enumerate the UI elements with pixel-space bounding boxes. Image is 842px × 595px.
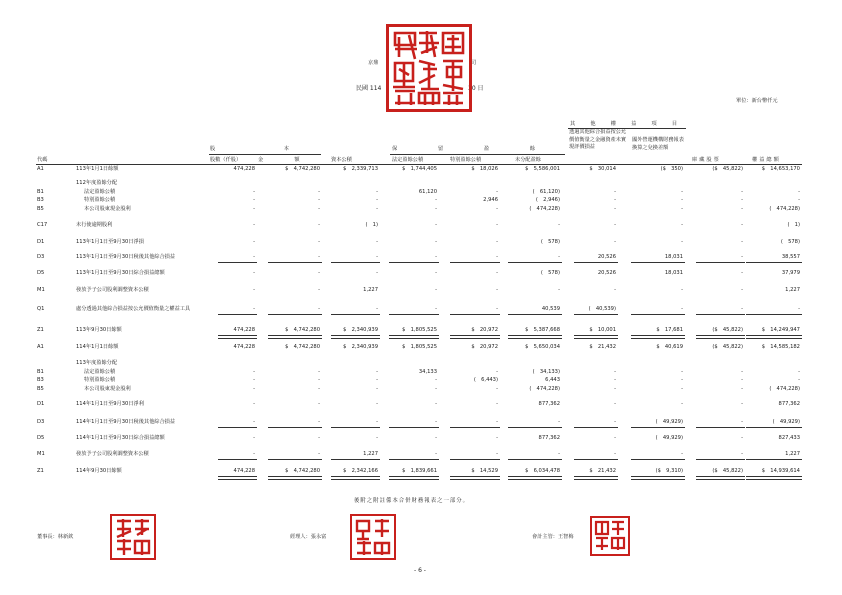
row-value: -: [741, 386, 743, 392]
row-value: -: [614, 377, 616, 383]
row-value: -: [681, 222, 683, 228]
row-value: ( 2,946): [535, 197, 560, 203]
company-seal: [386, 24, 472, 112]
row-value: 827,433: [778, 435, 800, 441]
row-value: -: [798, 369, 800, 375]
row-value: -: [496, 386, 498, 392]
row-value: 40,539: [541, 306, 560, 312]
row-description: 法定盈餘公積: [84, 189, 116, 195]
row-value: -: [798, 189, 800, 195]
row-value: -: [253, 377, 255, 383]
row-value: -: [741, 419, 743, 425]
row-value: -: [318, 189, 320, 195]
row-value: -: [376, 197, 378, 203]
accountant-label: 會計主管：王智梅: [532, 534, 574, 540]
row-value: ( 40,539): [588, 306, 616, 312]
row-value: -: [681, 401, 683, 407]
row-value: $ 17,681: [656, 327, 683, 333]
row-code: D3: [37, 254, 45, 260]
row-value: -: [496, 270, 498, 276]
row-value: -: [253, 189, 255, 195]
row-value: -: [496, 254, 498, 260]
row-value: -: [376, 306, 378, 312]
row-value: 1,227: [785, 287, 800, 293]
row-value: -: [435, 239, 437, 245]
row-value: 1,227: [363, 451, 378, 457]
row-value: -: [614, 401, 616, 407]
row-value: ( 34,133): [532, 369, 560, 375]
row-value: $ 10,001: [589, 327, 616, 333]
row-description: 本公司股東現金股利: [84, 206, 131, 212]
row-value: -: [435, 206, 437, 212]
row-value: -: [253, 401, 255, 407]
row-value: -: [558, 419, 560, 425]
row-value: 20,526: [597, 254, 616, 260]
row-value: -: [558, 254, 560, 260]
row-value: ( 1): [787, 222, 800, 228]
row-value: -: [318, 401, 320, 407]
row-description: 114年9月30日餘額: [76, 468, 122, 474]
row-description: 113年1月1日至9月30日稅後其他綜合損益: [76, 254, 176, 260]
chairman-seal: [110, 514, 156, 560]
row-description: 特別盈餘公積: [84, 377, 116, 383]
row-value: -: [253, 239, 255, 245]
row-description: 113年度盈餘分配: [76, 360, 118, 366]
row-value: -: [741, 287, 743, 293]
row-code: B3: [37, 197, 44, 203]
row-value: 474,228: [233, 344, 255, 350]
row-value: -: [496, 435, 498, 441]
row-value: ($ 9,310): [655, 468, 683, 474]
row-value: -: [496, 287, 498, 293]
row-value: -: [741, 369, 743, 375]
row-value: -: [253, 306, 255, 312]
row-description: 法定盈餘公積: [84, 369, 116, 375]
row-value: -: [435, 419, 437, 425]
row-value: -: [741, 270, 743, 276]
row-value: -: [741, 222, 743, 228]
row-value: -: [435, 435, 437, 441]
row-value: -: [741, 197, 743, 203]
row-value: $ 1,839,661: [402, 468, 437, 474]
row-value: -: [376, 369, 378, 375]
row-description: 114年1月1日至9月30日稅後其他綜合損益: [76, 419, 176, 425]
row-value: -: [741, 206, 743, 212]
company-name-left: 京鼎: [368, 60, 379, 66]
row-value: -: [253, 254, 255, 260]
row-value: ( 474,228): [769, 206, 800, 212]
row-value: $ 1,805,525: [402, 344, 437, 350]
row-value: -: [681, 197, 683, 203]
row-value: -: [435, 270, 437, 276]
row-value: -: [318, 451, 320, 457]
row-code: D5: [37, 270, 45, 276]
row-description: 113年1月1日餘額: [76, 166, 119, 172]
row-value: ( 578): [540, 270, 560, 276]
row-description: 本公司股東現金股利: [84, 386, 131, 392]
period-left: 民國 114: [356, 85, 382, 92]
col-unappropriated: 未分配盈餘: [515, 157, 541, 163]
row-description: 114年1月1日至9月30日綜合損益總額: [76, 435, 165, 441]
row-value: ( 49,929): [772, 419, 800, 425]
row-value: -: [376, 270, 378, 276]
row-value: -: [435, 222, 437, 228]
row-value: $ 1,744,405: [402, 166, 437, 172]
row-value: -: [681, 206, 683, 212]
row-code: B1: [37, 369, 44, 375]
row-code: B1: [37, 189, 44, 195]
row-value: $ 6,034,478: [525, 468, 560, 474]
row-code: Z1: [37, 327, 44, 333]
row-value: 877,362: [778, 401, 800, 407]
row-value: -: [435, 287, 437, 293]
row-code: M1: [37, 287, 45, 293]
row-value: -: [318, 369, 320, 375]
row-value: -: [614, 287, 616, 293]
row-value: ($ 45,822): [712, 166, 743, 172]
row-value: 474,228: [233, 166, 255, 172]
col-other-equity-group: 其 他 權 益 項 目: [570, 121, 683, 127]
row-value: 1,227: [785, 451, 800, 457]
row-value: 61,120: [418, 189, 437, 195]
row-value: -: [318, 306, 320, 312]
row-value: $ 4,742,280: [285, 468, 320, 474]
row-value: -: [318, 270, 320, 276]
row-value: -: [376, 206, 378, 212]
row-value: $ 4,742,280: [285, 344, 320, 350]
row-value: $ 20,972: [471, 344, 498, 350]
row-value: $ 2,340,939: [343, 327, 378, 333]
row-code: D1: [37, 401, 45, 407]
row-value: -: [681, 189, 683, 195]
row-value: -: [253, 287, 255, 293]
row-description: 113年1月1日至9月30日淨損: [76, 239, 144, 245]
row-value: -: [318, 197, 320, 203]
row-value: ( 6,443): [473, 377, 498, 383]
row-value: -: [741, 401, 743, 407]
row-description: 特別盈餘公積: [84, 197, 116, 203]
row-value: ($ 350): [660, 166, 683, 172]
row-value: -: [798, 306, 800, 312]
page-number: - 6 -: [414, 567, 426, 574]
row-value: -: [318, 377, 320, 383]
row-value: -: [253, 222, 255, 228]
row-description: 114年1月1日至9月30日淨利: [76, 401, 144, 407]
row-value: -: [496, 206, 498, 212]
col-special-reserve: 特別盈餘公積: [450, 157, 482, 163]
row-code: C17: [37, 222, 48, 228]
row-value: ( 578): [540, 239, 560, 245]
row-value: $ 1,805,525: [402, 327, 437, 333]
row-value: ($ 45,822): [712, 327, 743, 333]
row-value: -: [318, 435, 320, 441]
row-value: -: [376, 435, 378, 441]
row-value: ($ 45,822): [712, 344, 743, 350]
row-value: -: [253, 369, 255, 375]
company-name-right: 司: [471, 60, 477, 66]
row-value: -: [614, 197, 616, 203]
row-value: -: [681, 369, 683, 375]
row-value: -: [253, 451, 255, 457]
row-value: $ 14,653,170: [761, 166, 800, 172]
row-value: -: [376, 239, 378, 245]
row-value: -: [741, 435, 743, 441]
row-value: 1,227: [363, 287, 378, 293]
row-description: 處分透過其他綜合損益按公允價值衡量之權益工具: [76, 306, 191, 312]
row-value: -: [741, 377, 743, 383]
row-value: ( 474,228): [529, 386, 560, 392]
row-value: -: [318, 206, 320, 212]
chairman-label: 董事長：林新欽: [37, 534, 74, 540]
row-value: -: [614, 206, 616, 212]
col-legal-reserve: 法定盈餘公積: [392, 157, 424, 163]
row-code: A1: [37, 166, 44, 172]
col-shares: 股數（仟股）: [210, 157, 242, 163]
period-right: 30 日: [468, 85, 484, 92]
row-description: 113年1月1日至9月30日綜合損益總額: [76, 270, 165, 276]
row-value: $ 21,432: [589, 344, 616, 350]
row-code: D3: [37, 419, 45, 425]
row-value: ( 49,929): [655, 435, 683, 441]
col-fvoci: 透過其他綜合損益按公允價值衡量之金融資產未實現評價損益: [569, 129, 627, 151]
row-value: -: [435, 451, 437, 457]
row-value: $ 2,340,939: [343, 344, 378, 350]
row-value: 20,526: [597, 270, 616, 276]
row-value: -: [681, 377, 683, 383]
row-value: -: [253, 197, 255, 203]
accountant-seal-glyphs: [593, 519, 627, 553]
row-value: $ 14,939,614: [761, 468, 800, 474]
row-value: -: [681, 386, 683, 392]
row-value: -: [496, 369, 498, 375]
row-value: 877,362: [538, 401, 560, 407]
row-value: $ 5,586,001: [525, 166, 560, 172]
row-value: 38,557: [781, 254, 800, 260]
col-treasury: 庫藏股票: [692, 157, 721, 163]
row-value: -: [614, 435, 616, 441]
row-value: -: [614, 451, 616, 457]
row-code: B5: [37, 386, 44, 392]
row-value: 18,031: [664, 270, 683, 276]
row-value: $ 21,432: [589, 468, 616, 474]
row-value: 6,443: [545, 377, 560, 383]
row-code: D1: [37, 239, 45, 245]
row-value: -: [435, 254, 437, 260]
row-value: -: [253, 419, 255, 425]
row-value: $ 18,026: [471, 166, 498, 172]
row-code: B5: [37, 206, 44, 212]
row-value: $ 20,972: [471, 327, 498, 333]
unit-label: 單位：新台幣仟元: [736, 98, 778, 104]
row-value: -: [614, 386, 616, 392]
manager-label: 經理人：張永富: [290, 534, 327, 540]
row-value: -: [741, 189, 743, 195]
row-value: -: [681, 239, 683, 245]
col-amount: 金 額: [258, 157, 300, 163]
row-description: 發放予子公司股利調整資本公積: [76, 451, 149, 457]
row-value: 2,946: [483, 197, 498, 203]
row-value: -: [376, 401, 378, 407]
row-code: M1: [37, 451, 45, 457]
row-value: -: [614, 189, 616, 195]
row-value: -: [496, 222, 498, 228]
row-value: -: [376, 189, 378, 195]
col-capital-surplus: 資本公積: [331, 157, 352, 163]
manager-seal: [350, 514, 396, 560]
row-description: 113年9月30日餘額: [76, 327, 122, 333]
row-value: -: [496, 451, 498, 457]
chairman-seal-glyphs: [113, 517, 153, 557]
row-value: 474,228: [233, 327, 255, 333]
row-value: -: [376, 254, 378, 260]
row-value: -: [614, 222, 616, 228]
col-share-capital-group: 股 本: [210, 146, 292, 152]
row-value: -: [496, 419, 498, 425]
row-code: Q1: [37, 306, 45, 312]
row-value: 877,362: [538, 435, 560, 441]
row-code: D5: [37, 435, 45, 441]
row-description: 未行使逾期股利: [76, 222, 113, 228]
row-value: -: [253, 435, 255, 441]
row-value: -: [741, 239, 743, 245]
row-value: 34,133: [418, 369, 437, 375]
row-value: ( 578): [780, 239, 800, 245]
col-code: 代碼: [37, 157, 48, 163]
row-value: -: [614, 419, 616, 425]
col-translation: 國外營運機構財務報表換算之兌換差額: [632, 137, 684, 151]
row-value: -: [798, 197, 800, 203]
row-value: $ 30,014: [589, 166, 616, 172]
row-value: -: [681, 306, 683, 312]
row-value: -: [681, 287, 683, 293]
row-value: -: [318, 419, 320, 425]
row-value: ( 49,929): [655, 419, 683, 425]
row-value: -: [435, 377, 437, 383]
row-value: $ 14,585,182: [761, 344, 800, 350]
row-value: -: [558, 222, 560, 228]
row-value: 474,228: [233, 468, 255, 474]
company-seal-glyphs: [389, 27, 469, 109]
col-retained-group: 保 留 盈 餘: [392, 146, 540, 152]
row-value: -: [376, 386, 378, 392]
row-value: 37,979: [781, 270, 800, 276]
row-value: -: [681, 451, 683, 457]
row-value: ( 474,228): [529, 206, 560, 212]
row-value: -: [253, 270, 255, 276]
row-value: $ 2,339,713: [343, 166, 378, 172]
row-value: ( 474,228): [769, 386, 800, 392]
row-value: -: [614, 239, 616, 245]
row-value: -: [435, 306, 437, 312]
row-description: 112年度盈餘分配: [76, 180, 118, 186]
row-value: -: [253, 386, 255, 392]
row-value: -: [496, 306, 498, 312]
footer-note: 後附之附註係本合併財務報表之一部分。: [354, 498, 470, 504]
row-value: $ 4,742,280: [285, 327, 320, 333]
row-value: -: [496, 239, 498, 245]
row-value: $ 5,387,668: [525, 327, 560, 333]
row-value: -: [741, 306, 743, 312]
row-value: -: [558, 451, 560, 457]
row-value: ( 61,120): [532, 189, 560, 195]
row-value: $ 14,529: [471, 468, 498, 474]
row-value: -: [318, 239, 320, 245]
accountant-seal: [590, 516, 630, 556]
row-description: 發放予子公司股利調整資本公積: [76, 287, 149, 293]
row-value: -: [253, 206, 255, 212]
row-value: -: [376, 377, 378, 383]
row-value: -: [741, 254, 743, 260]
row-value: -: [798, 377, 800, 383]
row-value: -: [496, 401, 498, 407]
row-value: -: [614, 369, 616, 375]
row-value: -: [741, 451, 743, 457]
row-value: -: [558, 287, 560, 293]
row-value: $ 4,742,280: [285, 166, 320, 172]
row-value: -: [318, 254, 320, 260]
col-total-equity: 權益總額: [752, 157, 781, 163]
row-value: ( 1): [365, 222, 378, 228]
row-code: B3: [37, 377, 44, 383]
row-value: 18,031: [664, 254, 683, 260]
row-code: Z1: [37, 468, 44, 474]
row-description: 114年1月1日餘額: [76, 344, 119, 350]
row-code: A1: [37, 344, 44, 350]
row-value: -: [318, 386, 320, 392]
row-value: -: [318, 222, 320, 228]
row-value: ($ 45,822): [712, 468, 743, 474]
row-value: -: [318, 287, 320, 293]
row-value: -: [496, 189, 498, 195]
row-value: -: [435, 197, 437, 203]
row-value: $ 2,342,166: [343, 468, 378, 474]
row-value: $ 40,619: [656, 344, 683, 350]
row-value: $ 14,249,947: [761, 327, 800, 333]
row-value: -: [435, 401, 437, 407]
manager-seal-glyphs: [353, 517, 393, 557]
row-value: -: [435, 386, 437, 392]
row-value: $ 5,650,034: [525, 344, 560, 350]
row-value: -: [376, 419, 378, 425]
